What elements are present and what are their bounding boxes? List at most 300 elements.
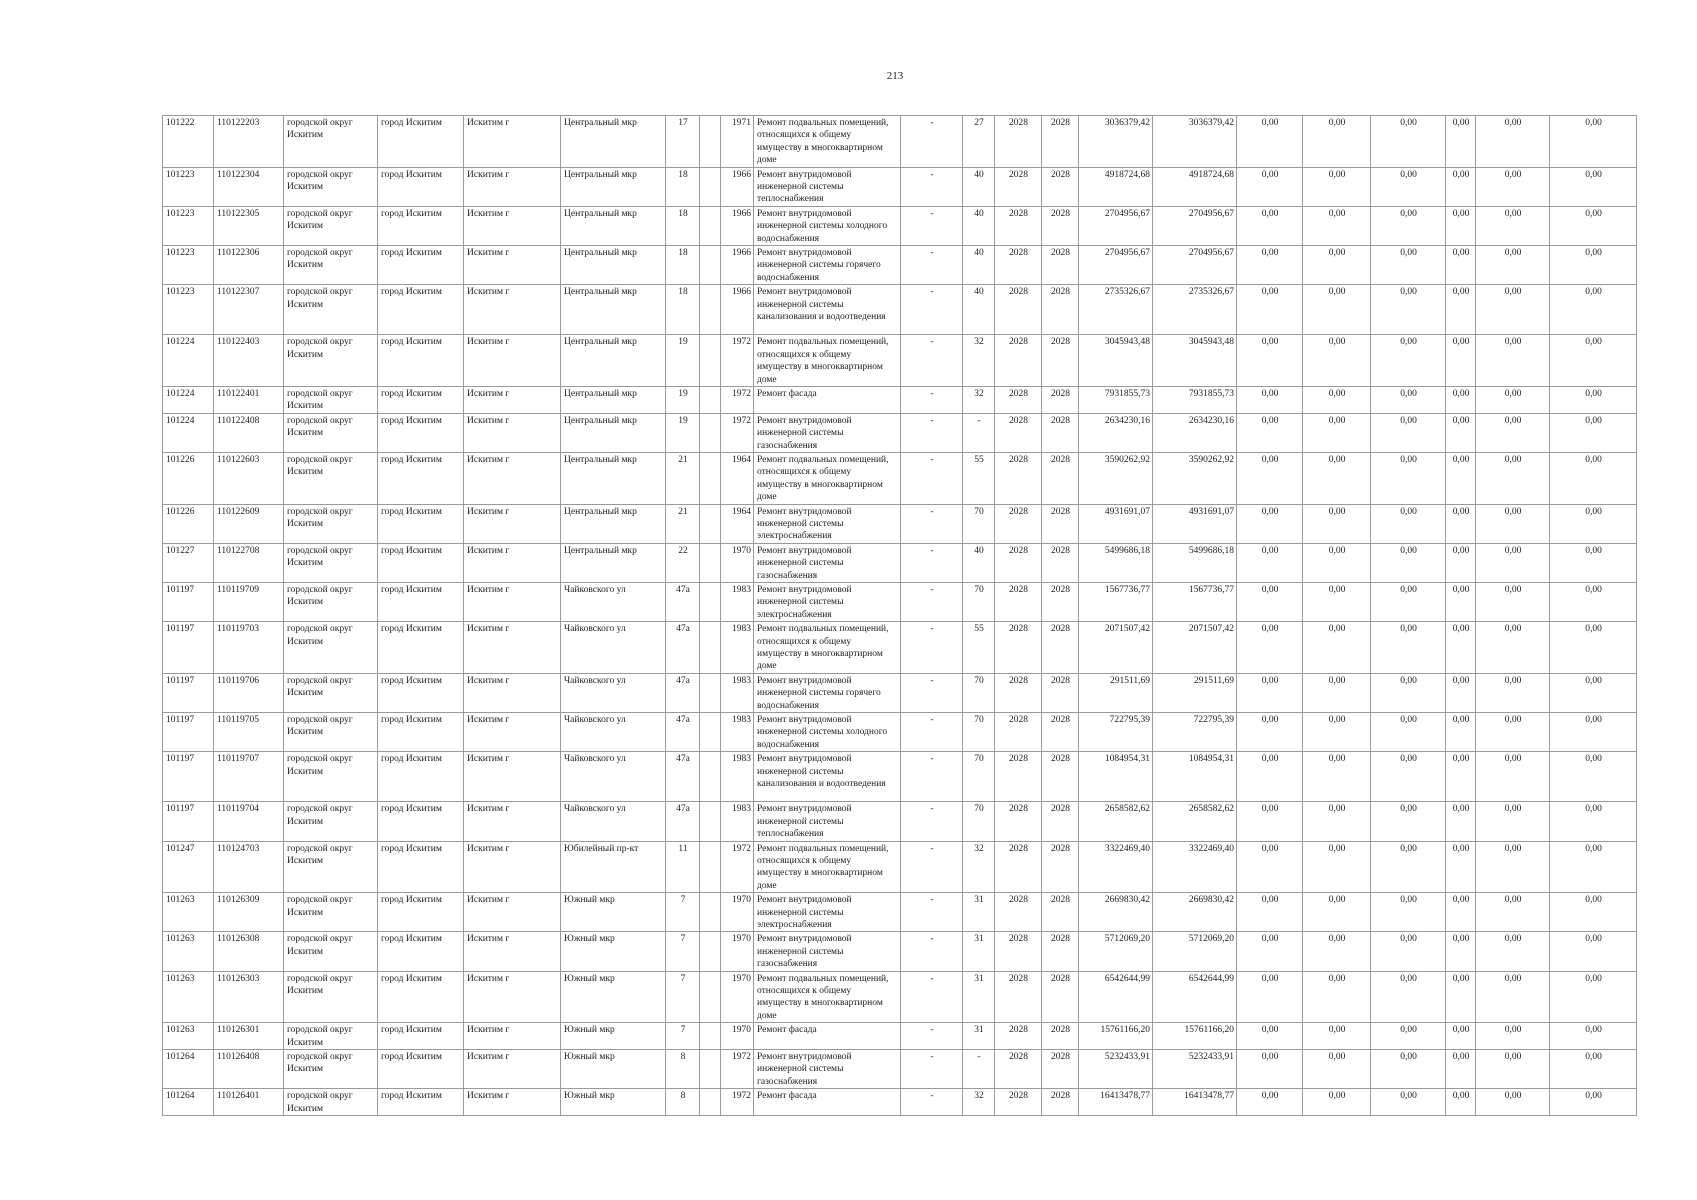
cell-building [700,167,721,206]
cell-fund-3: 0,00 [1371,622,1446,674]
cell-settlement: город Искитим [378,713,464,752]
cell-house-number: 7 [666,893,700,932]
cell-plan-year-end: 2028 [1042,167,1079,206]
cell-municipality: городской округ Искитим [284,543,378,582]
cell-work-id: 110119705 [214,713,284,752]
cell-fund-1: 0,00 [1237,893,1303,932]
cell-cost-amount: 722795,39 [1153,713,1237,752]
capital-repair-table [162,115,1637,1116]
cell-col-11: - [901,583,963,622]
cell-fund-5: 0,00 [1476,802,1550,841]
cell-fund-5: 0,00 [1476,971,1550,1023]
cell-house-number: 17 [666,116,700,168]
cell-work-id: 110119707 [214,752,284,802]
cell-locality: Искитим г [464,622,561,674]
cell-house-number: 19 [666,335,700,387]
cell-fund-4: 0,00 [1446,713,1476,752]
cell-plan-year-end: 2028 [1042,893,1079,932]
table-row [163,206,1637,245]
cell-fund-6: 0,00 [1550,206,1637,245]
cell-settlement: город Искитим [378,893,464,932]
cell-fund-2: 0,00 [1303,713,1371,752]
cell-settlement: город Искитим [378,116,464,168]
cell-plan-year-end: 2028 [1042,413,1079,452]
cell-fund-6: 0,00 [1550,335,1637,387]
cell-building [700,622,721,674]
cell-fund-6: 0,00 [1550,413,1637,452]
cell-street: Центральный мкр [561,246,666,285]
cell-plan-year-end: 2028 [1042,583,1079,622]
cell-cost-total: 15761166,20 [1079,1023,1153,1050]
cell-fund-3: 0,00 [1371,673,1446,712]
cell-plan-year-end: 2028 [1042,802,1079,841]
cell-fund-1: 0,00 [1237,1089,1303,1116]
cell-fund-2: 0,00 [1303,504,1371,543]
cell-plan-year-start: 2028 [995,1050,1042,1089]
cell-cost-total: 5232433,91 [1079,1050,1153,1089]
cell-wear-percent: 31 [963,893,995,932]
cell-cost-amount: 2071507,42 [1153,622,1237,674]
cell-fund-1: 0,00 [1237,583,1303,622]
cell-work-type: Ремонт фасада [754,1089,901,1116]
cell-settlement: город Искитим [378,335,464,387]
cell-house-number: 18 [666,285,700,335]
cell-building [700,932,721,971]
cell-col-11: - [901,167,963,206]
cell-municipality: городской округ Искитим [284,971,378,1023]
cell-fund-4: 0,00 [1446,673,1476,712]
cell-fund-4: 0,00 [1446,583,1476,622]
cell-fund-1: 0,00 [1237,673,1303,712]
cell-plan-year-start: 2028 [995,971,1042,1023]
cell-cost-total: 3322469,40 [1079,841,1153,893]
cell-street: Центральный мкр [561,167,666,206]
cell-fund-4: 0,00 [1446,285,1476,335]
cell-work-type: Ремонт подвальных помещений, относящихся к общему имуществу в многоквартирном доме [754,452,901,504]
cell-locality: Искитим г [464,246,561,285]
cell-fund-3: 0,00 [1371,543,1446,582]
cell-fund-3: 0,00 [1371,335,1446,387]
cell-municipality: городской округ Искитим [284,1050,378,1089]
cell-col-11: - [901,802,963,841]
cell-house-number: 18 [666,206,700,245]
cell-wear-percent: 55 [963,452,995,504]
cell-municipality: городской округ Искитим [284,1089,378,1116]
cell-plan-year-start: 2028 [995,116,1042,168]
cell-col-11: - [901,1089,963,1116]
cell-house-id: 101263 [163,971,214,1023]
cell-municipality: городской округ Искитим [284,713,378,752]
cell-municipality: городской округ Искитим [284,504,378,543]
cell-house-id: 101197 [163,802,214,841]
cell-fund-4: 0,00 [1446,971,1476,1023]
cell-work-id: 110119709 [214,583,284,622]
cell-fund-2: 0,00 [1303,583,1371,622]
table-row [163,752,1637,802]
cell-year-built: 1966 [721,167,754,206]
cell-plan-year-end: 2028 [1042,543,1079,582]
cell-building [700,413,721,452]
cell-fund-2: 0,00 [1303,1050,1371,1089]
table-row [163,622,1637,674]
cell-cost-amount: 15761166,20 [1153,1023,1237,1050]
cell-wear-percent: 40 [963,543,995,582]
cell-cost-amount: 2658582,62 [1153,802,1237,841]
cell-settlement: город Искитим [378,543,464,582]
cell-work-type: Ремонт внутридомовой инженерной системы газоснабжения [754,932,901,971]
cell-work-type: Ремонт внутридомовой инженерной системы газоснабжения [754,1050,901,1089]
cell-wear-percent: 27 [963,116,995,168]
cell-cost-amount: 2704956,67 [1153,246,1237,285]
cell-plan-year-start: 2028 [995,802,1042,841]
cell-street: Центральный мкр [561,116,666,168]
cell-plan-year-start: 2028 [995,335,1042,387]
cell-year-built: 1966 [721,206,754,245]
cell-fund-6: 0,00 [1550,713,1637,752]
cell-year-built: 1983 [721,752,754,802]
cell-settlement: город Искитим [378,752,464,802]
cell-fund-6: 0,00 [1550,116,1637,168]
cell-municipality: городской округ Искитим [284,285,378,335]
cell-work-id: 110124703 [214,841,284,893]
cell-fund-3: 0,00 [1371,386,1446,413]
cell-house-number: 47а [666,713,700,752]
cell-settlement: город Искитим [378,622,464,674]
cell-fund-6: 0,00 [1550,802,1637,841]
cell-plan-year-end: 2028 [1042,504,1079,543]
cell-fund-6: 0,00 [1550,452,1637,504]
cell-street: Центральный мкр [561,543,666,582]
cell-fund-2: 0,00 [1303,673,1371,712]
table-row [163,1023,1637,1050]
cell-fund-6: 0,00 [1550,841,1637,893]
cell-work-id: 110122408 [214,413,284,452]
cell-cost-total: 1084954,31 [1079,752,1153,802]
cell-building [700,752,721,802]
cell-year-built: 1983 [721,583,754,622]
cell-wear-percent: 32 [963,386,995,413]
cell-plan-year-start: 2028 [995,386,1042,413]
cell-cost-amount: 291511,69 [1153,673,1237,712]
cell-locality: Искитим г [464,971,561,1023]
cell-year-built: 1970 [721,543,754,582]
cell-plan-year-end: 2028 [1042,335,1079,387]
cell-col-11: - [901,543,963,582]
cell-house-id: 101226 [163,504,214,543]
cell-wear-percent: 40 [963,285,995,335]
cell-work-id: 110122609 [214,504,284,543]
cell-settlement: город Искитим [378,452,464,504]
cell-fund-5: 0,00 [1476,386,1550,413]
cell-fund-6: 0,00 [1550,583,1637,622]
cell-street: Центральный мкр [561,413,666,452]
cell-cost-total: 2704956,67 [1079,206,1153,245]
cell-cost-amount: 16413478,77 [1153,1089,1237,1116]
cell-fund-3: 0,00 [1371,452,1446,504]
cell-settlement: город Искитим [378,971,464,1023]
cell-cost-total: 291511,69 [1079,673,1153,712]
cell-year-built: 1983 [721,713,754,752]
cell-house-number: 47а [666,752,700,802]
cell-fund-1: 0,00 [1237,167,1303,206]
cell-cost-total: 16413478,77 [1079,1089,1153,1116]
cell-house-number: 47а [666,622,700,674]
cell-wear-percent: 32 [963,841,995,893]
cell-plan-year-start: 2028 [995,452,1042,504]
cell-plan-year-end: 2028 [1042,386,1079,413]
cell-year-built: 1972 [721,1050,754,1089]
cell-fund-5: 0,00 [1476,713,1550,752]
cell-fund-1: 0,00 [1237,543,1303,582]
cell-fund-4: 0,00 [1446,932,1476,971]
cell-municipality: городской округ Искитим [284,116,378,168]
cell-plan-year-start: 2028 [995,167,1042,206]
cell-house-id: 101197 [163,713,214,752]
cell-fund-5: 0,00 [1476,285,1550,335]
cell-building [700,1050,721,1089]
cell-building [700,246,721,285]
cell-wear-percent: 70 [963,673,995,712]
cell-street: Чайковского ул [561,622,666,674]
cell-building [700,504,721,543]
cell-work-type: Ремонт внутридомовой инженерной системы холодного водоснабжения [754,206,901,245]
cell-fund-3: 0,00 [1371,1050,1446,1089]
cell-fund-6: 0,00 [1550,673,1637,712]
cell-work-type: Ремонт внутридомовой инженерной системы электроснабжения [754,583,901,622]
cell-wear-percent: 31 [963,932,995,971]
cell-work-id: 110122304 [214,167,284,206]
cell-building [700,841,721,893]
cell-fund-2: 0,00 [1303,206,1371,245]
cell-fund-3: 0,00 [1371,802,1446,841]
table-row [163,583,1637,622]
cell-locality: Искитим г [464,802,561,841]
cell-year-built: 1972 [721,1089,754,1116]
cell-fund-4: 0,00 [1446,504,1476,543]
cell-fund-6: 0,00 [1550,246,1637,285]
cell-building [700,285,721,335]
cell-house-id: 101223 [163,206,214,245]
cell-fund-1: 0,00 [1237,713,1303,752]
cell-house-number: 11 [666,841,700,893]
cell-building [700,206,721,245]
cell-plan-year-end: 2028 [1042,1089,1079,1116]
cell-house-number: 47а [666,802,700,841]
cell-year-built: 1983 [721,802,754,841]
cell-settlement: город Искитим [378,932,464,971]
cell-house-number: 8 [666,1050,700,1089]
cell-fund-5: 0,00 [1476,167,1550,206]
cell-year-built: 1970 [721,1023,754,1050]
cell-house-number: 19 [666,413,700,452]
cell-plan-year-end: 2028 [1042,1050,1079,1089]
cell-house-id: 101222 [163,116,214,168]
cell-fund-2: 0,00 [1303,752,1371,802]
cell-plan-year-start: 2028 [995,752,1042,802]
cell-fund-3: 0,00 [1371,583,1446,622]
cell-building [700,583,721,622]
cell-house-id: 101197 [163,583,214,622]
cell-plan-year-end: 2028 [1042,713,1079,752]
table-row [163,167,1637,206]
cell-fund-1: 0,00 [1237,413,1303,452]
cell-wear-percent: 70 [963,583,995,622]
cell-fund-3: 0,00 [1371,752,1446,802]
cell-house-id: 101223 [163,167,214,206]
cell-work-type: Ремонт внутридомовой инженерной системы электроснабжения [754,504,901,543]
table-row [163,971,1637,1023]
cell-fund-4: 0,00 [1446,1050,1476,1089]
cell-col-11: - [901,386,963,413]
cell-work-id: 110122708 [214,543,284,582]
cell-year-built: 1964 [721,504,754,543]
cell-building [700,802,721,841]
cell-fund-5: 0,00 [1476,543,1550,582]
cell-locality: Искитим г [464,1050,561,1089]
cell-work-type: Ремонт внутридомовой инженерной системы газоснабжения [754,413,901,452]
cell-work-id: 110119704 [214,802,284,841]
cell-year-built: 1970 [721,932,754,971]
cell-fund-4: 0,00 [1446,893,1476,932]
cell-fund-5: 0,00 [1476,1050,1550,1089]
cell-fund-2: 0,00 [1303,246,1371,285]
cell-street: Чайковского ул [561,713,666,752]
cell-fund-4: 0,00 [1446,802,1476,841]
cell-cost-total: 4931691,07 [1079,504,1153,543]
cell-work-type: Ремонт внутридомовой инженерной системы теплоснабжения [754,167,901,206]
cell-fund-5: 0,00 [1476,452,1550,504]
cell-plan-year-start: 2028 [995,932,1042,971]
cell-locality: Искитим г [464,285,561,335]
cell-house-id: 101263 [163,893,214,932]
cell-settlement: город Искитим [378,285,464,335]
cell-plan-year-start: 2028 [995,543,1042,582]
cell-fund-6: 0,00 [1550,971,1637,1023]
cell-house-id: 101226 [163,452,214,504]
cell-fund-3: 0,00 [1371,206,1446,245]
cell-fund-4: 0,00 [1446,752,1476,802]
cell-fund-1: 0,00 [1237,504,1303,543]
cell-work-type: Ремонт внутридомовой инженерной системы горячего водоснабжения [754,246,901,285]
cell-fund-5: 0,00 [1476,504,1550,543]
cell-col-11: - [901,206,963,245]
cell-fund-3: 0,00 [1371,713,1446,752]
cell-year-built: 1964 [721,452,754,504]
cell-municipality: городской округ Искитим [284,206,378,245]
table-row [163,1050,1637,1089]
cell-cost-amount: 3045943,48 [1153,335,1237,387]
cell-work-id: 110119703 [214,622,284,674]
cell-fund-5: 0,00 [1476,246,1550,285]
cell-street: Южный мкр [561,932,666,971]
cell-fund-5: 0,00 [1476,932,1550,971]
cell-work-type: Ремонт подвальных помещений, относящихся к общему имуществу в многоквартирном доме [754,116,901,168]
cell-fund-3: 0,00 [1371,971,1446,1023]
cell-street: Центральный мкр [561,386,666,413]
cell-fund-6: 0,00 [1550,504,1637,543]
cell-house-number: 21 [666,452,700,504]
cell-street: Южный мкр [561,1023,666,1050]
cell-cost-amount: 2634230,16 [1153,413,1237,452]
cell-house-id: 101197 [163,752,214,802]
cell-col-11: - [901,673,963,712]
cell-plan-year-start: 2028 [995,413,1042,452]
cell-street: Южный мкр [561,1050,666,1089]
cell-fund-1: 0,00 [1237,1023,1303,1050]
cell-wear-percent: 32 [963,1089,995,1116]
cell-house-number: 19 [666,386,700,413]
cell-fund-3: 0,00 [1371,893,1446,932]
cell-cost-amount: 5499686,18 [1153,543,1237,582]
cell-wear-percent: 70 [963,713,995,752]
cell-fund-3: 0,00 [1371,1089,1446,1116]
cell-plan-year-end: 2028 [1042,206,1079,245]
table-row [163,116,1637,168]
table-row [163,452,1637,504]
cell-cost-total: 1567736,77 [1079,583,1153,622]
cell-plan-year-start: 2028 [995,583,1042,622]
cell-fund-2: 0,00 [1303,543,1371,582]
cell-plan-year-end: 2028 [1042,673,1079,712]
cell-house-number: 7 [666,932,700,971]
cell-fund-6: 0,00 [1550,752,1637,802]
cell-work-id: 110126301 [214,1023,284,1050]
cell-wear-percent: 70 [963,504,995,543]
cell-locality: Искитим г [464,893,561,932]
cell-settlement: город Искитим [378,246,464,285]
cell-locality: Искитим г [464,673,561,712]
cell-settlement: город Искитим [378,167,464,206]
cell-plan-year-start: 2028 [995,206,1042,245]
cell-fund-5: 0,00 [1476,206,1550,245]
cell-locality: Искитим г [464,713,561,752]
cell-fund-5: 0,00 [1476,752,1550,802]
cell-fund-4: 0,00 [1446,1023,1476,1050]
cell-building [700,1023,721,1050]
cell-wear-percent: 70 [963,752,995,802]
cell-fund-4: 0,00 [1446,116,1476,168]
cell-house-id: 101223 [163,285,214,335]
cell-fund-3: 0,00 [1371,413,1446,452]
cell-municipality: городской округ Искитим [284,386,378,413]
cell-col-11: - [901,413,963,452]
cell-work-type: Ремонт подвальных помещений, относящихся к общему имуществу в многоквартирном доме [754,841,901,893]
cell-municipality: городской округ Искитим [284,167,378,206]
cell-plan-year-end: 2028 [1042,971,1079,1023]
cell-locality: Искитим г [464,504,561,543]
cell-fund-2: 0,00 [1303,802,1371,841]
cell-fund-6: 0,00 [1550,543,1637,582]
cell-fund-3: 0,00 [1371,167,1446,206]
cell-cost-total: 4918724,68 [1079,167,1153,206]
cell-locality: Искитим г [464,335,561,387]
table-row [163,335,1637,387]
table-body [163,116,1637,1116]
cell-col-11: - [901,285,963,335]
cell-fund-4: 0,00 [1446,413,1476,452]
cell-settlement: город Искитим [378,413,464,452]
cell-fund-4: 0,00 [1446,543,1476,582]
cell-house-number: 8 [666,1089,700,1116]
cell-work-type: Ремонт фасада [754,386,901,413]
cell-year-built: 1970 [721,893,754,932]
table-row [163,543,1637,582]
cell-work-id: 110122305 [214,206,284,245]
cell-plan-year-end: 2028 [1042,841,1079,893]
cell-locality: Искитим г [464,413,561,452]
cell-settlement: город Искитим [378,386,464,413]
cell-municipality: городской округ Искитим [284,893,378,932]
